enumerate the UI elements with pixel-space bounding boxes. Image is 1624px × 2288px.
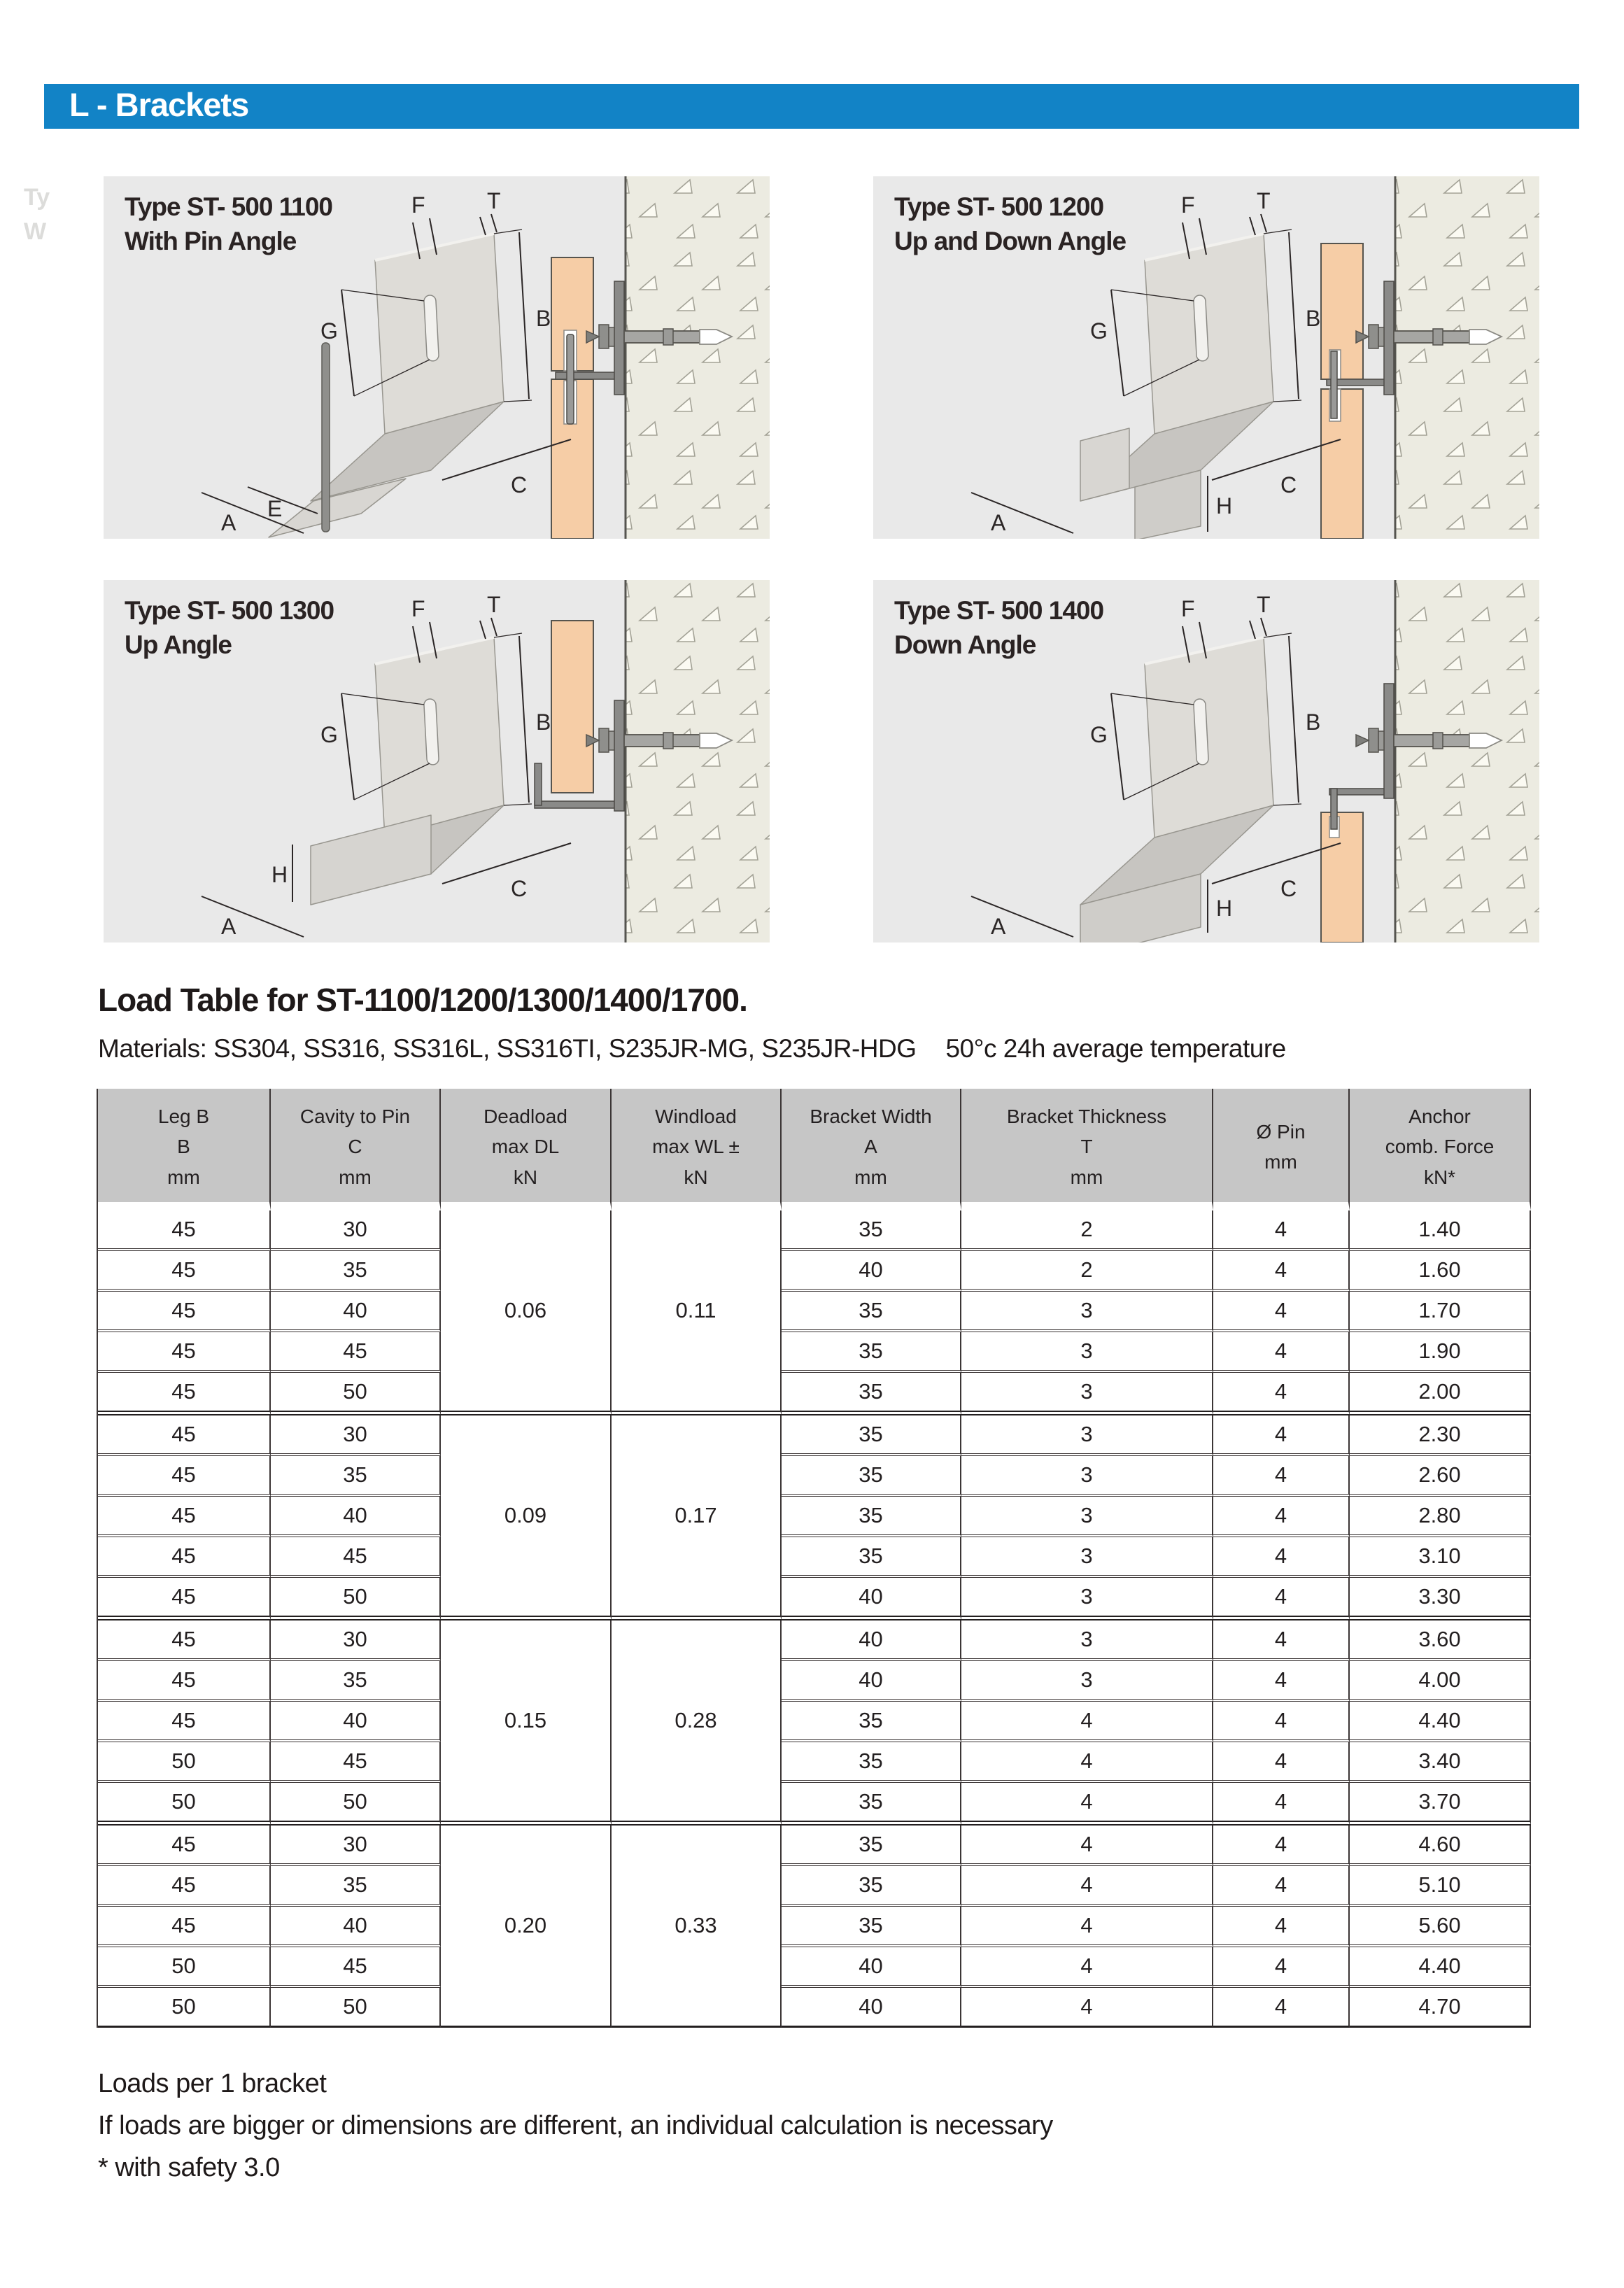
table-cell: 3 bbox=[961, 1332, 1213, 1373]
panel-title-line2: Up Angle bbox=[125, 630, 232, 659]
windload-merged-cell: 0.28 bbox=[612, 1620, 782, 1826]
table-cell: 4 bbox=[961, 1702, 1213, 1742]
table-cell: 1.40 bbox=[1350, 1210, 1531, 1251]
table-row bbox=[98, 1497, 1531, 1537]
table-cell: 45 bbox=[98, 1332, 271, 1373]
table-cell: 35 bbox=[271, 1866, 441, 1907]
table-cell: 2.00 bbox=[1350, 1373, 1531, 1415]
panel-title-line2: Down Angle bbox=[894, 630, 1036, 659]
table-cell: 3 bbox=[961, 1497, 1213, 1537]
table-cell: 50 bbox=[98, 1742, 271, 1783]
bracket-3d bbox=[1080, 637, 1273, 942]
windload-merged-cell: 0.11 bbox=[612, 1210, 782, 1415]
table-cell: 50 bbox=[98, 1783, 271, 1826]
panel-title-line1: Type ST- 500 1300 bbox=[125, 596, 334, 625]
bracket-3d bbox=[311, 637, 504, 905]
table-cell: 3 bbox=[961, 1661, 1213, 1702]
footnote-line: Loads per 1 bracket bbox=[98, 2069, 327, 2098]
table-cell: 2 bbox=[961, 1251, 1213, 1292]
dim-label-c: C bbox=[1280, 876, 1297, 901]
table-cell: 4 bbox=[1213, 1742, 1350, 1783]
panel-st500-1100 bbox=[104, 176, 770, 539]
table-cell: 4 bbox=[1213, 1415, 1350, 1456]
deadload-merged-cell: 0.06 bbox=[441, 1210, 612, 1415]
dim-label-b: B bbox=[536, 306, 551, 331]
panel-title-line1: Type ST- 500 1100 bbox=[125, 192, 333, 221]
table-cell: 45 bbox=[98, 1866, 271, 1907]
table-cell: 45 bbox=[271, 1537, 441, 1578]
table-cell: 45 bbox=[98, 1210, 271, 1251]
table-cell: 40 bbox=[271, 1907, 441, 1947]
table-row bbox=[98, 1332, 1531, 1373]
dim-label-f: F bbox=[411, 192, 425, 218]
table-cell: 40 bbox=[782, 1661, 961, 1702]
dim-label-t: T bbox=[1257, 592, 1271, 617]
table-row bbox=[98, 1826, 1531, 1866]
wall-section bbox=[626, 580, 770, 942]
panel-st500-1300 bbox=[104, 580, 770, 942]
panel-title-line2: With Pin Angle bbox=[125, 226, 297, 255]
table-cell: 50 bbox=[271, 1578, 441, 1620]
table-cell: 3 bbox=[961, 1415, 1213, 1456]
table-cell: 40 bbox=[271, 1497, 441, 1537]
table-cell: 3.30 bbox=[1350, 1578, 1531, 1620]
load-table bbox=[97, 1089, 1531, 2028]
bracket-3d bbox=[269, 234, 504, 537]
table-cell: 40 bbox=[782, 1947, 961, 1988]
panel-title bbox=[125, 594, 334, 663]
stone-panels-side-view bbox=[1321, 243, 1363, 539]
dim-label-t: T bbox=[487, 592, 501, 617]
table-cell: 45 bbox=[98, 1292, 271, 1332]
windload-merged-cell: 0.17 bbox=[612, 1415, 782, 1620]
table-cell: 3 bbox=[961, 1373, 1213, 1415]
table-cell: 35 bbox=[782, 1497, 961, 1537]
table-cell: 4 bbox=[1213, 1578, 1350, 1620]
table-cell: 3 bbox=[961, 1578, 1213, 1620]
table-row bbox=[98, 1661, 1531, 1702]
table-row bbox=[98, 1866, 1531, 1907]
table-row bbox=[98, 1373, 1531, 1415]
table-row bbox=[98, 1988, 1531, 2028]
table-header-row bbox=[98, 1089, 1531, 1210]
table-cell: 3.70 bbox=[1350, 1783, 1531, 1826]
panel-title-line1: Type ST- 500 1400 bbox=[894, 596, 1104, 625]
deadload-merged-cell: 0.15 bbox=[441, 1620, 612, 1826]
panel-title bbox=[125, 190, 332, 259]
footnote-line: If loads are bigger or dimensions are different, an individual calculation is necessary bbox=[98, 2111, 1053, 2141]
dim-label-h: H bbox=[1216, 896, 1233, 921]
col-header-anchor: Anchor comb. Force kN* bbox=[1350, 1089, 1531, 1210]
table-cell: 35 bbox=[782, 1866, 961, 1907]
table-cell: 50 bbox=[271, 1988, 441, 2028]
table-cell: 4 bbox=[1213, 1373, 1350, 1415]
table-cell: 4 bbox=[1213, 1497, 1350, 1537]
materials-text: Materials: SS304, SS316, SS316L, SS316TI, S235JR-MG, S235JR-HDG bbox=[98, 1034, 917, 1063]
wall-section bbox=[1395, 580, 1539, 942]
dim-label-a: A bbox=[991, 914, 1006, 939]
footnote-line: * with safety 3.0 bbox=[98, 2153, 280, 2183]
cropped-margin-text bbox=[24, 181, 50, 250]
table-cell: 4 bbox=[1213, 1537, 1350, 1578]
table-cell: 45 bbox=[98, 1537, 271, 1578]
dim-label-b: B bbox=[536, 709, 551, 735]
table-cell: 4.60 bbox=[1350, 1826, 1531, 1866]
col-header-pin: Ø Pin mm bbox=[1213, 1089, 1350, 1210]
table-cell: 4 bbox=[961, 1907, 1213, 1947]
table-cell: 45 bbox=[98, 1251, 271, 1292]
table-row bbox=[98, 1620, 1531, 1661]
deadload-merged-cell: 0.20 bbox=[441, 1826, 612, 2028]
table-cell: 2.60 bbox=[1350, 1456, 1531, 1497]
dim-label-a: A bbox=[221, 510, 236, 535]
table-row bbox=[98, 1251, 1531, 1292]
stone-panels-side-view bbox=[551, 621, 593, 793]
table-cell: 45 bbox=[271, 1332, 441, 1373]
table-cell: 3 bbox=[961, 1292, 1213, 1332]
table-cell: 50 bbox=[98, 1947, 271, 1988]
table-cell: 4.00 bbox=[1350, 1661, 1531, 1702]
deadload-merged-cell: 0.09 bbox=[441, 1415, 612, 1620]
table-row bbox=[98, 1742, 1531, 1783]
table-row bbox=[98, 1415, 1531, 1456]
table-cell: 4 bbox=[1213, 1210, 1350, 1251]
table-cell: 4 bbox=[961, 1742, 1213, 1783]
dim-label-t: T bbox=[1257, 188, 1271, 213]
table-cell: 30 bbox=[271, 1415, 441, 1456]
table-cell: 4 bbox=[1213, 1292, 1350, 1332]
table-cell: 4 bbox=[961, 1947, 1213, 1988]
table-cell: 45 bbox=[98, 1826, 271, 1866]
dim-label-g: G bbox=[1090, 722, 1108, 747]
table-cell: 2 bbox=[961, 1210, 1213, 1251]
table-cell: 45 bbox=[98, 1578, 271, 1620]
table-cell: 4 bbox=[1213, 1988, 1350, 2028]
table-cell: 35 bbox=[782, 1826, 961, 1866]
table-cell: 30 bbox=[271, 1826, 441, 1866]
table-cell: 4 bbox=[1213, 1826, 1350, 1866]
table-row bbox=[98, 1210, 1531, 1251]
table-cell: 35 bbox=[782, 1332, 961, 1373]
windload-merged-cell: 0.33 bbox=[612, 1826, 782, 2028]
table-cell: 30 bbox=[271, 1210, 441, 1251]
table-row bbox=[98, 1907, 1531, 1947]
table-row bbox=[98, 1292, 1531, 1332]
col-header-bracket-thickness: Bracket Thickness T mm bbox=[961, 1089, 1213, 1210]
table-cell: 3 bbox=[961, 1620, 1213, 1661]
dim-label-b: B bbox=[1306, 306, 1321, 331]
table-cell: 4 bbox=[961, 1826, 1213, 1866]
temperature-note: 50°c 24h average temperature bbox=[945, 1034, 1286, 1063]
panel-title-line2: Up and Down Angle bbox=[894, 226, 1127, 255]
table-cell: 35 bbox=[782, 1537, 961, 1578]
table-cell: 40 bbox=[782, 1251, 961, 1292]
panel-st500-1400 bbox=[873, 580, 1539, 942]
table-row bbox=[98, 1702, 1531, 1742]
panel-title bbox=[894, 594, 1103, 663]
table-cell: 1.60 bbox=[1350, 1251, 1531, 1292]
table-cell: 4 bbox=[961, 1866, 1213, 1907]
side-view-bracket bbox=[1329, 684, 1394, 829]
table-cell: 35 bbox=[782, 1702, 961, 1742]
panel-title bbox=[894, 190, 1126, 259]
table-cell: 35 bbox=[782, 1742, 961, 1783]
footnotes bbox=[98, 2063, 1053, 2189]
table-cell: 1.90 bbox=[1350, 1332, 1531, 1373]
table-cell: 40 bbox=[782, 1620, 961, 1661]
table-cell: 45 bbox=[98, 1456, 271, 1497]
table-cell: 45 bbox=[271, 1947, 441, 1988]
table-cell: 45 bbox=[98, 1497, 271, 1537]
dim-label-g: G bbox=[1090, 318, 1108, 344]
table-cell: 4 bbox=[1213, 1620, 1350, 1661]
table-cell: 35 bbox=[782, 1415, 961, 1456]
table-row bbox=[98, 1783, 1531, 1826]
table-cell: 4 bbox=[1213, 1702, 1350, 1742]
dim-label-a: A bbox=[991, 510, 1006, 535]
table-cell: 45 bbox=[98, 1702, 271, 1742]
dim-label-t: T bbox=[487, 188, 501, 213]
wall-section bbox=[626, 176, 770, 539]
dim-label-c: C bbox=[511, 472, 528, 497]
panel-st500-1200 bbox=[873, 176, 1539, 539]
col-header-windload: Windload max WL ± kN bbox=[612, 1089, 782, 1210]
table-cell: 4 bbox=[1213, 1456, 1350, 1497]
table-row bbox=[98, 1456, 1531, 1497]
table-cell: 3 bbox=[961, 1537, 1213, 1578]
materials-line bbox=[98, 1034, 1286, 1064]
table-cell: 40 bbox=[782, 1578, 961, 1620]
cropped-margin-line: Ty bbox=[24, 184, 50, 211]
table-cell: 4 bbox=[1213, 1907, 1350, 1947]
dim-label-h: H bbox=[1216, 493, 1233, 518]
col-header-bracket-width: Bracket Width A mm bbox=[782, 1089, 961, 1210]
dim-label-b: B bbox=[1306, 709, 1321, 735]
table-cell: 4 bbox=[1213, 1866, 1350, 1907]
dim-label-g: G bbox=[320, 318, 338, 344]
table-cell: 35 bbox=[782, 1456, 961, 1497]
table-cell: 45 bbox=[98, 1373, 271, 1415]
col-header-cavity: Cavity to Pin C mm bbox=[271, 1089, 441, 1210]
table-cell: 4 bbox=[961, 1783, 1213, 1826]
dim-label-a: A bbox=[221, 914, 236, 939]
table-cell: 30 bbox=[271, 1620, 441, 1661]
dim-label-h: H bbox=[271, 862, 288, 887]
panel-title-line1: Type ST- 500 1200 bbox=[894, 192, 1104, 221]
table-cell: 3 bbox=[961, 1456, 1213, 1497]
table-cell: 2.80 bbox=[1350, 1497, 1531, 1537]
table-cell: 4 bbox=[1213, 1947, 1350, 1988]
table-cell: 50 bbox=[271, 1373, 441, 1415]
page-title: L - Brackets bbox=[69, 85, 249, 123]
table-cell: 3.40 bbox=[1350, 1742, 1531, 1783]
table-cell: 5.10 bbox=[1350, 1866, 1531, 1907]
dim-label-g: G bbox=[320, 722, 338, 747]
table-cell: 35 bbox=[782, 1907, 961, 1947]
table-cell: 3.10 bbox=[1350, 1537, 1531, 1578]
dim-label-f: F bbox=[1181, 192, 1195, 218]
table-cell: 35 bbox=[782, 1373, 961, 1415]
table-row bbox=[98, 1537, 1531, 1578]
table-cell: 45 bbox=[98, 1907, 271, 1947]
cropped-margin-line: W bbox=[24, 218, 47, 246]
table-cell: 2.30 bbox=[1350, 1415, 1531, 1456]
wall-section bbox=[1395, 176, 1539, 539]
table-cell: 35 bbox=[271, 1456, 441, 1497]
dim-label-e: E bbox=[267, 496, 283, 521]
col-header-deadload: Deadload max DL kN bbox=[441, 1089, 612, 1210]
table-cell: 4.70 bbox=[1350, 1988, 1531, 2028]
table-cell: 45 bbox=[271, 1742, 441, 1783]
table-cell: 35 bbox=[782, 1292, 961, 1332]
table-cell: 4.40 bbox=[1350, 1702, 1531, 1742]
dim-label-c: C bbox=[511, 876, 528, 901]
bracket-3d bbox=[1080, 234, 1273, 539]
stone-panels-side-view bbox=[1321, 812, 1363, 942]
table-cell: 40 bbox=[271, 1292, 441, 1332]
table-cell: 1.70 bbox=[1350, 1292, 1531, 1332]
dim-label-c: C bbox=[1280, 472, 1297, 497]
load-table-title: Load Table for ST-1100/1200/1300/1400/1700. bbox=[98, 982, 747, 1018]
table-cell: 4.40 bbox=[1350, 1947, 1531, 1988]
table-cell: 4 bbox=[1213, 1783, 1350, 1826]
table-cell: 45 bbox=[98, 1620, 271, 1661]
table-cell: 4 bbox=[1213, 1661, 1350, 1702]
table-cell: 40 bbox=[782, 1988, 961, 2028]
table-cell: 45 bbox=[98, 1661, 271, 1702]
table-cell: 4 bbox=[1213, 1332, 1350, 1373]
table-cell: 50 bbox=[271, 1783, 441, 1826]
table-cell: 3.60 bbox=[1350, 1620, 1531, 1661]
table-cell: 35 bbox=[271, 1661, 441, 1702]
table-cell: 40 bbox=[271, 1702, 441, 1742]
col-header-leg-b: Leg B B mm bbox=[98, 1089, 271, 1210]
table-cell: 35 bbox=[271, 1251, 441, 1292]
table-cell: 35 bbox=[782, 1783, 961, 1826]
dim-label-f: F bbox=[1181, 596, 1195, 621]
table-cell: 4 bbox=[1213, 1251, 1350, 1292]
dim-label-f: F bbox=[411, 596, 425, 621]
table-cell: 50 bbox=[98, 1988, 271, 2028]
table-row bbox=[98, 1947, 1531, 1988]
table-row bbox=[98, 1578, 1531, 1620]
table-cell: 35 bbox=[782, 1210, 961, 1251]
table-cell: 5.60 bbox=[1350, 1907, 1531, 1947]
table-cell: 4 bbox=[961, 1988, 1213, 2028]
table-cell: 45 bbox=[98, 1415, 271, 1456]
section-header-bar bbox=[44, 84, 1579, 129]
